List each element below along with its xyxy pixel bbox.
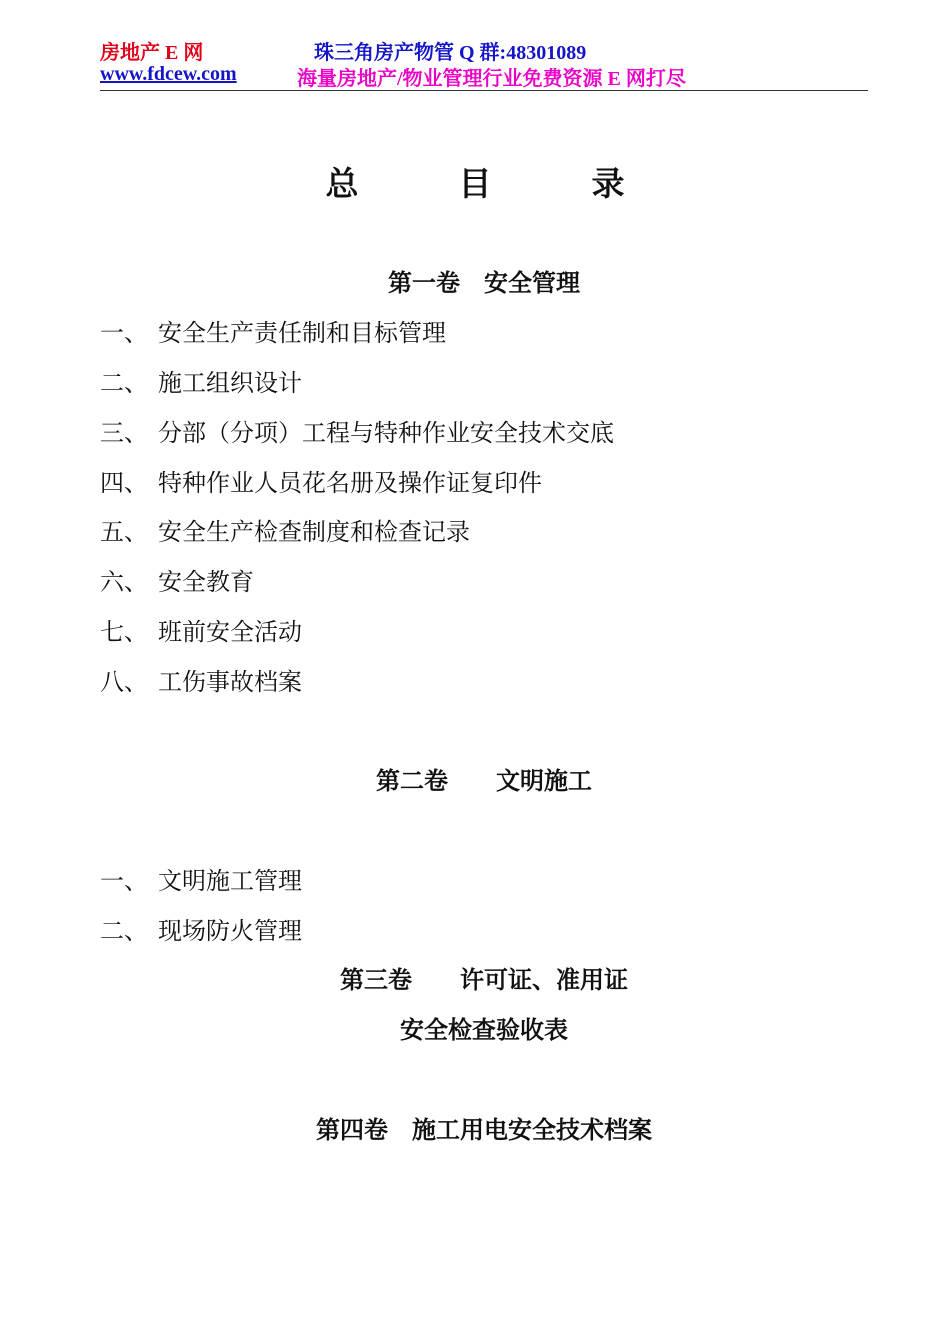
title-char-2: 目 [458,164,492,203]
title-char-1: 总 [325,164,359,203]
item-number: 八、 [100,668,148,696]
item-number: 一、 [100,867,148,895]
qq-group-text: 珠三角房产物管 Q 群:48301089 [314,42,587,64]
volume-1-item [100,662,302,697]
item-number: 七、 [100,618,148,646]
volume-1-item [100,512,470,547]
item-text: 分部（分项）工程与特种作业安全技术交底 [158,419,614,447]
item-number: 一、 [100,319,148,347]
site-url-link[interactable]: www.fdcew.com [100,63,237,85]
item-number: 五、 [100,518,148,546]
item-text: 安全教育 [158,568,254,596]
item-number: 二、 [100,369,148,397]
volume-2-title: 第二卷 文明施工 [376,766,592,795]
document-title [0,158,950,205]
page-header [100,36,868,91]
title-char-3: 录 [591,164,625,203]
volume-1-item [100,413,614,448]
item-number: 六、 [100,568,148,596]
volume-3-title: 第三卷 许可证、准用证 [340,965,628,994]
volume-1-item [100,463,542,498]
item-number: 二、 [100,917,148,945]
item-text: 安全生产检查制度和检查记录 [158,518,470,546]
volume-1-item [100,313,446,348]
item-text: 安全生产责任制和目标管理 [158,319,446,347]
volume-1-item [100,363,302,398]
item-text: 工伤事故档案 [158,668,302,696]
item-number: 四、 [100,469,148,497]
item-text: 班前安全活动 [158,618,302,646]
volume-1-item [100,612,302,647]
volume-4-title: 第四卷 施工用电安全技术档案 [316,1115,652,1144]
item-number: 三、 [100,419,148,447]
volume-2-item [100,861,302,896]
volume-1-item [100,562,254,597]
header-slogan: 海量房地产/物业管理行业免费资源 E 网打尽 [297,68,686,90]
item-text: 施工组织设计 [158,369,302,397]
volume-1-title: 第一卷 安全管理 [388,268,580,297]
item-text: 特种作业人员花名册及操作证复印件 [158,469,542,497]
item-text: 现场防火管理 [158,917,302,945]
item-text: 文明施工管理 [158,867,302,895]
site-name: 房地产 E 网 [100,42,204,64]
volume-2-item [100,911,302,946]
volume-3-subtitle: 安全检查验收表 [400,1015,568,1044]
